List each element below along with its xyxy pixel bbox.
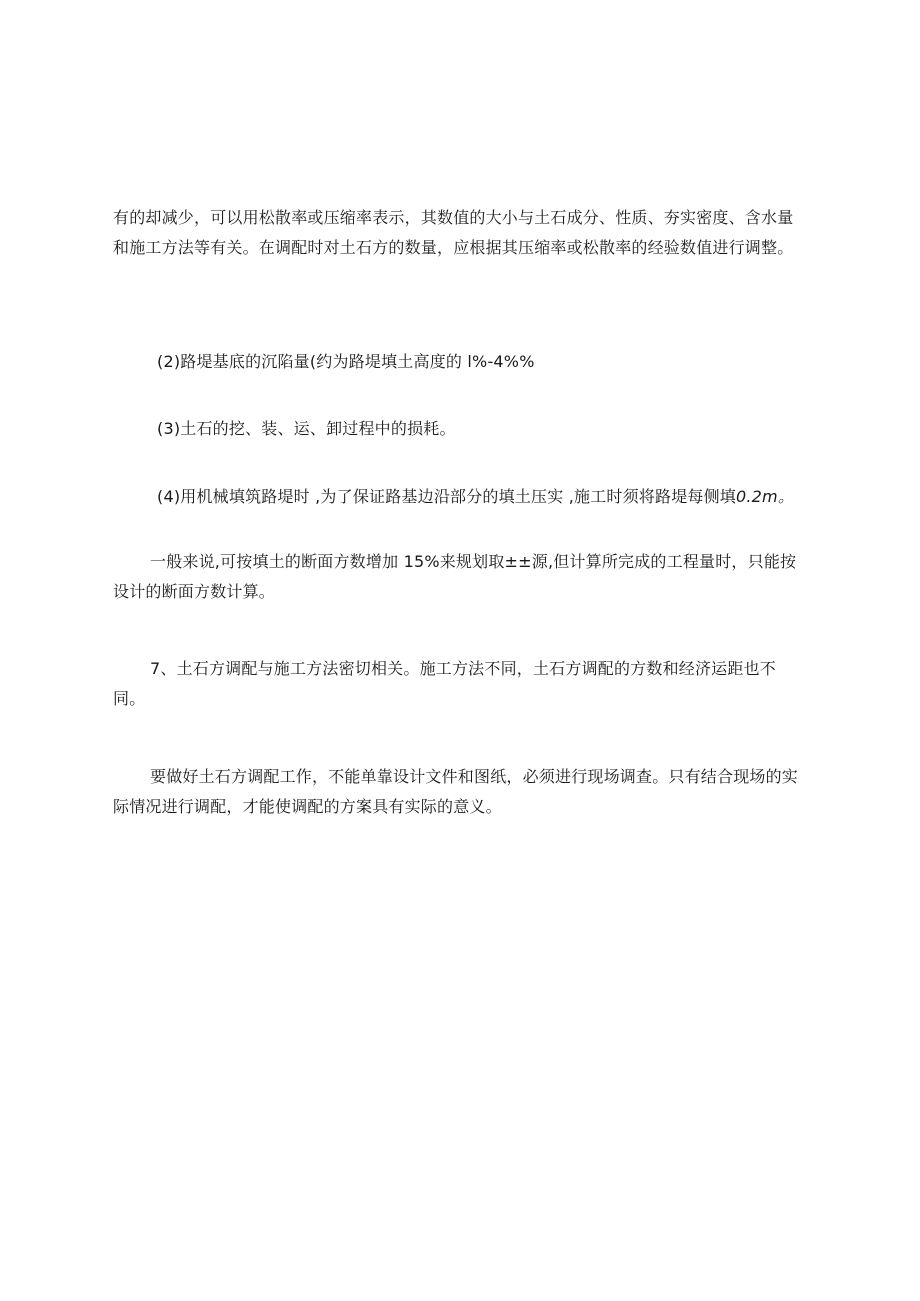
paragraph-item-4-machine-fill [113,482,808,512]
paragraph-site-survey: 要做好土石方调配工作，不能单靠设计文件和图纸，必须进行现场调查。只有结合现场的实际情况进行调配，才能使调配的方案具有实际的意义。 [113,767,799,816]
paragraph-item-4-text: (4)用机械填筑路堤时 ,为了保证路基边沿部分的填土压实 ,施工时须将路堤每侧填 [157,487,737,506]
paragraph-item-2-settlement: (2)路堤基底的沉陷量(约为路堤填土高度的 l%-4%% [157,352,535,371]
paragraph-point-7: 7、土石方调配与施工方法密切相关。施工方法不同，土石方调配的方数和经济运距也不同。 [113,659,776,708]
paragraph-item-3-loss: (3)土石的挖、装、运、卸过程中的损耗。 [157,419,456,438]
paragraph-compression-rate: 有的却减少，可以用松散率或压缩率表示，其数值的大小与土石成分、性质、夯实密度、含水量和施工方法等有关。在调配时对土石方的数量，应根据其压缩率或松散率的经验数值进行调整。 [113,208,794,257]
paragraph-general-rule: 一般来说,可按填土的断面方数增加 15%来规划取±±源,但计算所完成的工程量时，只能按设计的断面方数计算。 [113,552,797,601]
paragraph-item-4-measure: 0.2m。 [736,487,795,506]
